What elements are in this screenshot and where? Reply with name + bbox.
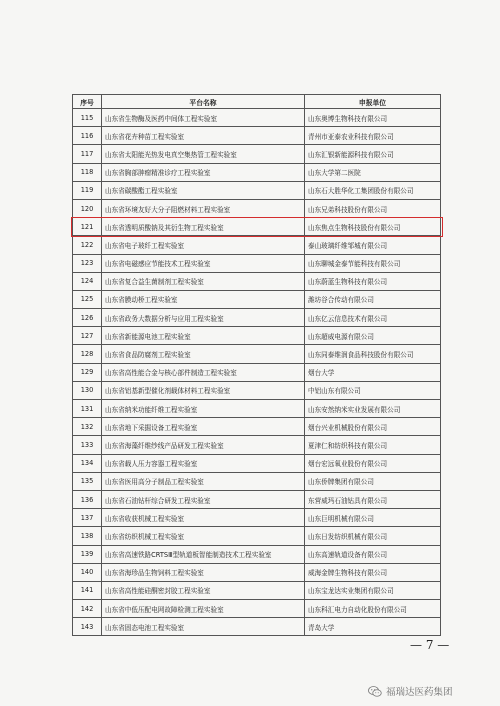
table-row [73, 509, 441, 527]
table-row [73, 145, 441, 163]
row-index-cell: 127 [73, 327, 102, 345]
row-applicant-cell: 山东宝龙达实业集团有限公司 [305, 581, 441, 599]
row-index-cell: 115 [73, 109, 102, 127]
row-platform-name-cell: 山东省碳酸酯工程实验室 [102, 181, 305, 199]
row-index-cell: 142 [73, 600, 102, 618]
row-index-cell: 118 [73, 163, 102, 181]
row-applicant-cell: 青岛大学 [305, 618, 441, 636]
row-applicant-cell: 东营威玛石油钻具有限公司 [305, 490, 441, 508]
row-platform-name-cell: 山东省食品防腐剂工程实验室 [102, 345, 305, 363]
table-row [73, 218, 441, 236]
row-index-cell: 132 [73, 418, 102, 436]
row-index-cell: 119 [73, 181, 102, 199]
row-index-cell: 124 [73, 272, 102, 290]
header-platform-name: 平台名称 [102, 95, 305, 109]
row-index-cell: 138 [73, 527, 102, 545]
row-index-cell: 136 [73, 490, 102, 508]
row-platform-name-cell: 山东省固态电池工程实验室 [102, 618, 305, 636]
row-platform-name-cell: 山东省电磁感应节能技术工程实验室 [102, 254, 305, 272]
table-row [73, 400, 441, 418]
row-applicant-cell: 烟台大学 [305, 363, 441, 381]
row-index-cell: 122 [73, 236, 102, 254]
row-applicant-cell: 山东大学第二医院 [305, 163, 441, 181]
page-number: — 7 — [410, 638, 450, 652]
row-index-cell: 131 [73, 400, 102, 418]
row-applicant-cell: 山东奥博生物科技有限公司 [305, 109, 441, 127]
row-applicant-cell: 山东同泰维润食品科技股份有限公司 [305, 345, 441, 363]
row-applicant-cell: 中铝山东有限公司 [305, 381, 441, 399]
row-applicant-cell: 烟台兴业机械股份有限公司 [305, 418, 441, 436]
row-platform-name-cell: 山东省政务大数据分析与应用工程实验室 [102, 309, 305, 327]
table-row [73, 327, 441, 345]
row-index-cell: 134 [73, 454, 102, 472]
table-body [73, 109, 441, 636]
table-row [73, 472, 441, 490]
row-applicant-cell: 山东汇银新能源科技有限公司 [305, 145, 441, 163]
row-index-cell: 137 [73, 509, 102, 527]
row-applicant-cell: 泰山玻璃纤维邹城有限公司 [305, 236, 441, 254]
table-row [73, 363, 441, 381]
row-index-cell: 141 [73, 581, 102, 599]
row-applicant-cell: 烟台宏远氧业股份有限公司 [305, 454, 441, 472]
table-row [73, 581, 441, 599]
row-platform-name-cell: 山东省收获机械工程实验室 [102, 509, 305, 527]
row-index-cell: 121 [73, 218, 102, 236]
row-applicant-cell: 山东超威电源有限公司 [305, 327, 441, 345]
row-platform-name-cell: 山东省海藻纤维纱线产品研发工程实验室 [102, 436, 305, 454]
row-platform-name-cell: 山东省中低压配电网故障检测工程实验室 [102, 600, 305, 618]
row-platform-name-cell: 山东省太阳能光热发电真空集热管工程实验室 [102, 145, 305, 163]
row-index-cell: 130 [73, 381, 102, 399]
row-applicant-cell: 山东石大胜华化工集团股份有限公司 [305, 181, 441, 199]
row-platform-name-cell: 山东省环境友好大分子阻燃材料工程实验室 [102, 199, 305, 217]
table-row [73, 381, 441, 399]
row-platform-name-cell: 山东省新能源电池工程实验室 [102, 327, 305, 345]
row-index-cell: 128 [73, 345, 102, 363]
platform-table [72, 94, 441, 636]
row-platform-name-cell: 山东省载人压力容器工程实验室 [102, 454, 305, 472]
row-platform-name-cell: 山东省铝基新型催化剂载体材料工程实验室 [102, 381, 305, 399]
table-row [73, 418, 441, 436]
row-applicant-cell: 山东安然纳米实业发展有限公司 [305, 400, 441, 418]
table-row [73, 199, 441, 217]
table-row [73, 290, 441, 308]
row-applicant-cell: 山东巨明机械有限公司 [305, 509, 441, 527]
table-row [73, 272, 441, 290]
row-index-cell: 123 [73, 254, 102, 272]
row-platform-name-cell: 山东省透明质酸钠及其衍生物工程实验室 [102, 218, 305, 236]
row-index-cell: 126 [73, 309, 102, 327]
row-applicant-cell: 山东侨牌集团有限公司 [305, 472, 441, 490]
row-platform-name-cell: 山东省膜动桥工程实验室 [102, 290, 305, 308]
row-platform-name-cell: 山东省海珍品生物饲料工程实验室 [102, 563, 305, 581]
row-platform-name-cell: 山东省石油钻杆综合研发工程实验室 [102, 490, 305, 508]
row-index-cell: 135 [73, 472, 102, 490]
row-applicant-cell: 山东焦点生物科技股份有限公司 [305, 218, 441, 236]
row-index-cell: 125 [73, 290, 102, 308]
row-applicant-cell: 山东亿云信息技术有限公司 [305, 309, 441, 327]
table-row [73, 563, 441, 581]
table-row [73, 181, 441, 199]
row-platform-name-cell: 山东省花卉种苗工程实验室 [102, 127, 305, 145]
row-applicant-cell: 山东蔚蓝生物科技有限公司 [305, 272, 441, 290]
watermark-text: 福瑞达医药集团 [386, 687, 453, 698]
row-index-cell: 140 [73, 563, 102, 581]
row-platform-name-cell: 山东省生物酶及医药中间体工程实验室 [102, 109, 305, 127]
table-row [73, 454, 441, 472]
table-row [73, 545, 441, 563]
row-platform-name-cell: 山东省复合益生菌制剂工程实验室 [102, 272, 305, 290]
row-platform-name-cell: 山东省纳米功能纤维工程实验室 [102, 400, 305, 418]
row-platform-name-cell: 山东省高速铁路CRTSⅢ型轨道板智能制造技术工程实验室 [102, 545, 305, 563]
row-index-cell: 116 [73, 127, 102, 145]
row-applicant-cell: 山东高速轨道设备有限公司 [305, 545, 441, 563]
row-index-cell: 129 [73, 363, 102, 381]
row-platform-name-cell: 山东省胸部肿瘤精准诊疗工程实验室 [102, 163, 305, 181]
table-row [73, 600, 441, 618]
header-applicant: 申报单位 [305, 95, 441, 109]
row-platform-name-cell: 山东省纺织机械工程实验室 [102, 527, 305, 545]
row-platform-name-cell: 山东省地下采掘设备工程实验室 [102, 418, 305, 436]
row-applicant-cell: 山东兄弟科技股份有限公司 [305, 199, 441, 217]
header-index: 序号 [73, 95, 102, 109]
table-row [73, 345, 441, 363]
row-platform-name-cell: 山东省电子玻纤工程实验室 [102, 236, 305, 254]
table-row [73, 254, 441, 272]
row-index-cell: 133 [73, 436, 102, 454]
table-row [73, 309, 441, 327]
row-platform-name-cell: 山东省高性能硅酮密封胶工程实验室 [102, 581, 305, 599]
row-index-cell: 143 [73, 618, 102, 636]
row-index-cell: 139 [73, 545, 102, 563]
row-applicant-cell: 潍坊谷合传动有限公司 [305, 290, 441, 308]
row-applicant-cell: 夏津仁和纺织科技有限公司 [305, 436, 441, 454]
row-index-cell: 120 [73, 199, 102, 217]
wechat-icon [368, 686, 382, 697]
row-applicant-cell: 青州市亚泰农业科技有限公司 [305, 127, 441, 145]
row-index-cell: 117 [73, 145, 102, 163]
table-row [73, 618, 441, 636]
table-row [73, 109, 441, 127]
row-applicant-cell: 威海金牌生物科技有限公司 [305, 563, 441, 581]
row-applicant-cell: 山东日发纺织机械有限公司 [305, 527, 441, 545]
table-row [73, 490, 441, 508]
watermark [368, 682, 453, 700]
table-row [73, 436, 441, 454]
row-platform-name-cell: 山东省高性能合金与核心部件制造工程实验室 [102, 363, 305, 381]
row-applicant-cell: 山东聊城金泰节能科技有限公司 [305, 254, 441, 272]
row-platform-name-cell: 山东省医用高分子制品工程实验室 [102, 472, 305, 490]
table-header-row [73, 95, 441, 109]
table-row [73, 163, 441, 181]
table-row [73, 527, 441, 545]
row-applicant-cell: 山东科汇电力自动化股份有限公司 [305, 600, 441, 618]
table-row [73, 236, 441, 254]
table-row [73, 127, 441, 145]
